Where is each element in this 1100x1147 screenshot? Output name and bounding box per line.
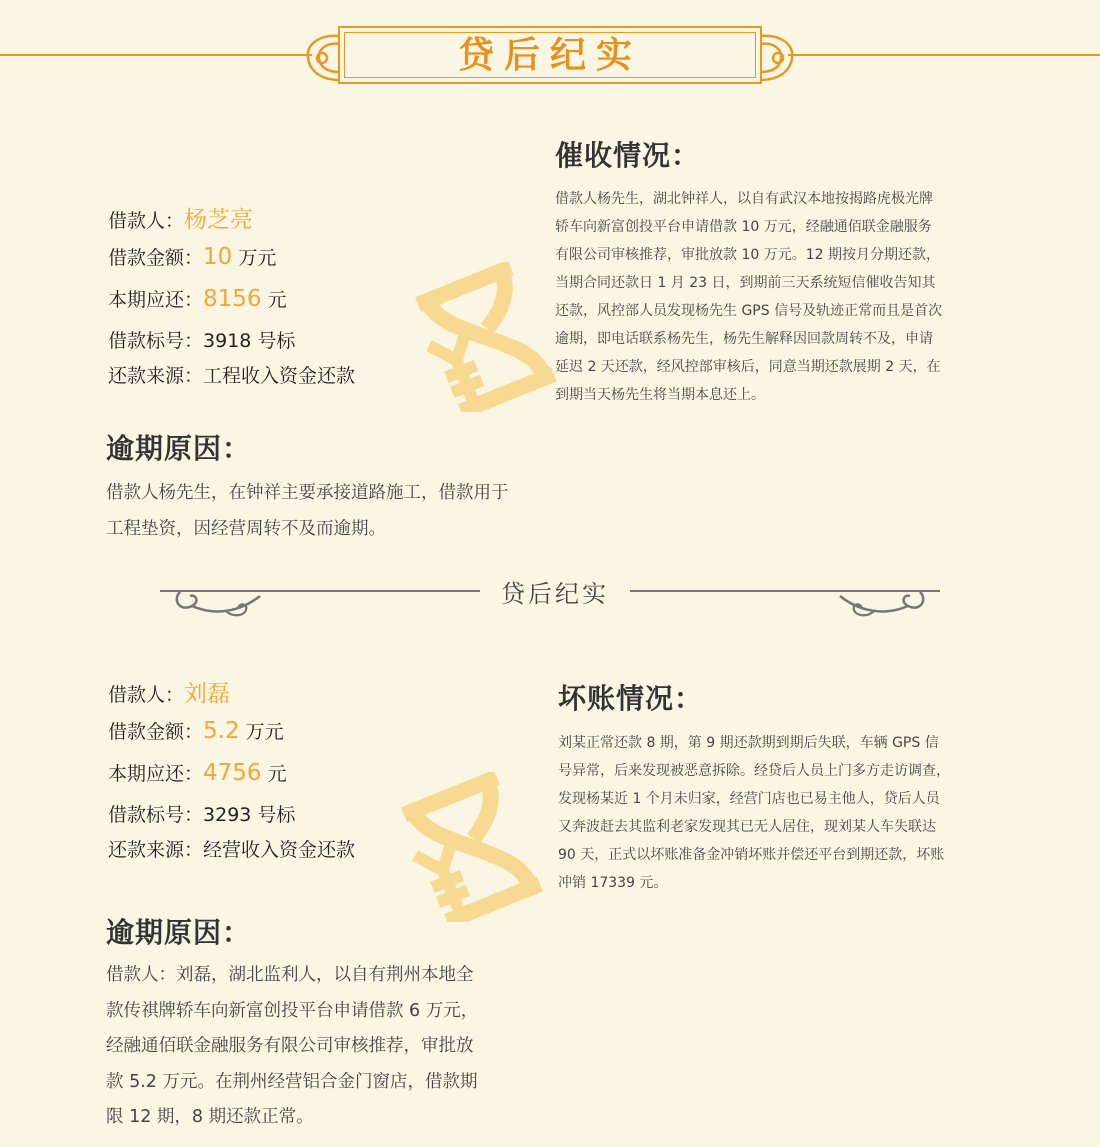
paragraph-line: 轿车向新富创投平台申请借款 10 万元，经融通佰联金融服务 (555, 219, 932, 235)
amount-value: 5.2 (203, 718, 240, 744)
collection-status-text (555, 185, 1035, 409)
paragraph-line: 借款人：刘磊，湖北监利人，以自有荆州本地全 (106, 965, 474, 985)
paragraph-line: 借款人杨先生，在钟祥主要承接道路施工，借款用于 (106, 483, 509, 503)
paragraph-line: 还款，风控部人员发现杨先生 GPS 信号及轨迹正常而且是首次 (555, 303, 943, 319)
bid-label: 借款标号： (108, 330, 204, 352)
borrower-name: 杨芝亮 (184, 207, 254, 233)
bid-row (108, 326, 295, 353)
overdue-reason-title: 逾期原因： (106, 916, 252, 949)
paragraph-line: 限 12 期，8 期还款正常。 (106, 1107, 314, 1127)
paragraph-line: 有限公司审核推荐，审批放款 10 万元。12 期按月分期还款， (555, 247, 940, 263)
page-title: 贷后纪实 (457, 34, 642, 76)
source-value: 工程收入资金还款 (203, 365, 356, 387)
paragraph-line: 延迟 2 天还款，经风控部审核后，同意当期还款展期 2 天，在 (555, 359, 941, 375)
bid-label: 借款标号： (108, 804, 204, 826)
bid-value: 3293 号标 (203, 804, 296, 826)
source-label: 还款来源： (108, 365, 204, 387)
paragraph-line: 号异常，后来发现被恶意拆除。经贷后人员上门多方走访调查， (558, 763, 950, 779)
yuan-hourglass-watermark-icon (396, 772, 546, 922)
due-label: 本期应还： (108, 289, 204, 311)
divider-title: 贷后纪实 (501, 580, 609, 608)
source-row (108, 835, 355, 862)
paragraph-line: 工程垫资，因经营周转不及而逾期。 (106, 518, 386, 539)
yuan-hourglass-watermark-icon (410, 262, 560, 412)
bad-debt-title: 坏账情况： (558, 682, 704, 715)
amount-row (108, 243, 276, 270)
paragraph-line: 又奔波赶去其监利老家发现其已无人居住，现刘某人车失联达 (558, 819, 936, 835)
overdue-reason-text (106, 958, 546, 1136)
borrower-label: 借款人： (108, 684, 185, 706)
swirl-ornament-icon (830, 586, 930, 622)
collection-status-title: 催收情况： (555, 139, 701, 172)
overdue-reason-text (106, 476, 586, 547)
source-value: 经营收入资金还款 (203, 839, 356, 861)
amount-unit: 万元 (245, 721, 284, 743)
due-label: 本期应还： (108, 763, 204, 785)
bad-debt-text (558, 729, 1038, 897)
paragraph-line: 发现杨某近 1 个月未归家，经营门店也已易主他人，贷后人员 (558, 791, 940, 807)
amount-label: 借款金额： (108, 247, 204, 269)
paragraph-line: 逾期，即电话联系杨先生，杨先生解释因回款周转不及，申请 (555, 331, 933, 347)
paragraph-line: 款传祺牌轿车向新富创投平台申请借款 6 万元， (106, 1000, 479, 1021)
paragraph-line: 到期当天杨先生将当期本息还上。 (555, 387, 765, 403)
amount-unit: 万元 (238, 247, 277, 269)
paragraph-line: 冲销 17339 元。 (558, 875, 668, 891)
swirl-ornament-icon (170, 586, 270, 622)
header-line-left (0, 54, 312, 56)
header-line-right (788, 54, 1100, 56)
paragraph-line: 当期合同还款日 1 月 23 日，到期前三天系统短信催收告知其 (555, 275, 936, 291)
borrower-row (108, 201, 253, 234)
amount-row (108, 717, 284, 744)
bid-row (108, 800, 295, 827)
due-value: 4756 (203, 760, 262, 786)
due-value: 8156 (203, 286, 262, 312)
due-unit: 元 (267, 289, 287, 311)
paragraph-line: 借款人杨先生，湖北钟祥人，以自有武汉本地按揭路虎极光牌 (555, 191, 933, 207)
paragraph-line: 刘某正常还款 8 期，第 9 期还款期到期后失联，车辆 GPS 信 (558, 735, 939, 751)
source-label: 还款来源： (108, 839, 204, 861)
source-row (108, 361, 355, 388)
borrower-label: 借款人： (108, 210, 185, 232)
amount-label: 借款金额： (108, 721, 204, 743)
due-row (108, 285, 287, 312)
amount-value: 10 (203, 244, 233, 270)
due-unit: 元 (267, 763, 287, 785)
paragraph-line: 款 5.2 万元。在荆州经营铝合金门窗店，借款期 (106, 1071, 478, 1092)
borrower-row (108, 675, 230, 708)
paragraph-line: 经融通佰联金融服务有限公司审核推荐，审批放 (106, 1036, 474, 1056)
overdue-reason-title: 逾期原因： (106, 432, 252, 465)
borrower-name: 刘磊 (184, 681, 231, 707)
bid-value: 3918 号标 (203, 330, 296, 352)
paragraph-line: 90 天，正式以坏账准备金冲销坏账并偿还平台到期还款，坏账 (558, 847, 945, 863)
due-row (108, 759, 287, 786)
